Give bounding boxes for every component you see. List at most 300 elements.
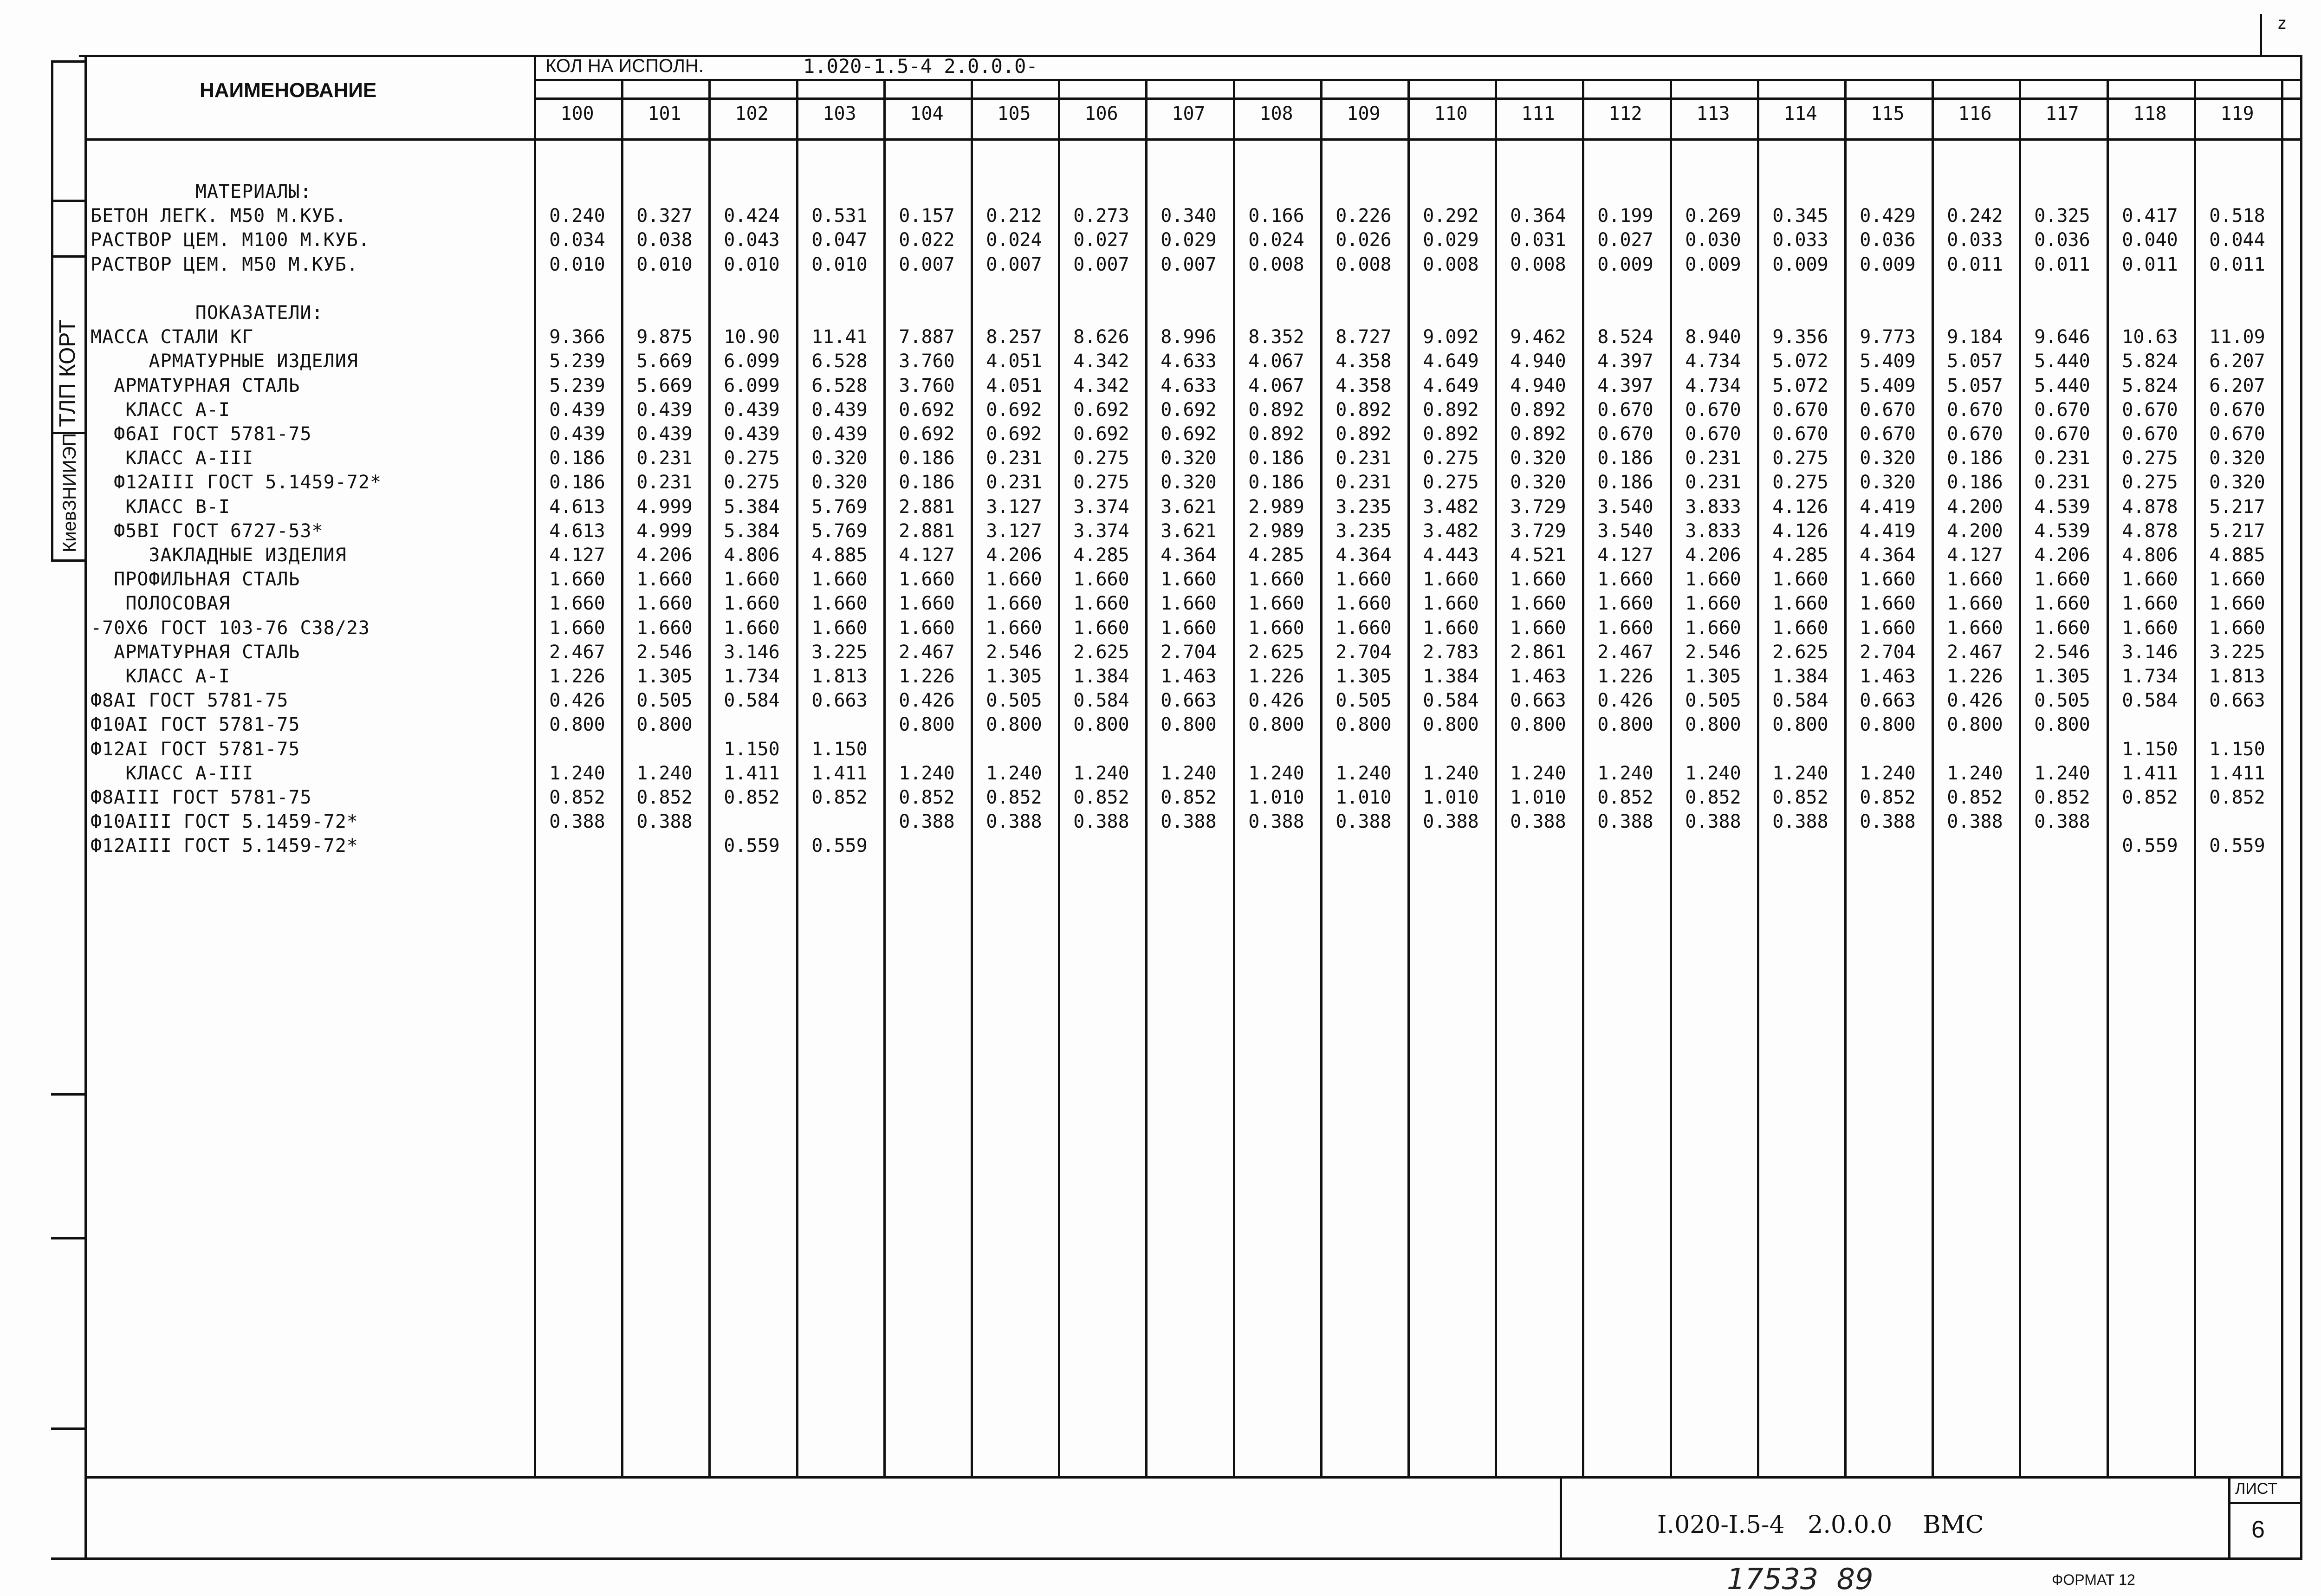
table-cell: 0.505: [2034, 690, 2090, 711]
table-cell: 0.892: [1510, 423, 1566, 445]
row-name: КЛАСС А-III: [91, 448, 254, 469]
table-cell: 1.463: [1160, 666, 1217, 687]
table-cell: 4.127: [1947, 545, 2003, 566]
table-bottom-line: [84, 1476, 2302, 1479]
table-cell: 0.010: [636, 254, 693, 275]
table-cell: 2.704: [1860, 642, 1916, 663]
table-cell: 0.670: [2122, 399, 2178, 421]
table-cell: 0.852: [1947, 787, 2003, 808]
table-cell: 0.040: [2122, 229, 2178, 251]
table-cell: 1.384: [1772, 666, 1828, 687]
table-cell: 0.034: [549, 229, 605, 251]
table-cell: 0.559: [2209, 835, 2265, 856]
table-cell: 1.660: [1073, 617, 1129, 639]
table-cell: 0.670: [1860, 399, 1916, 421]
table-cell: 0.388: [2034, 811, 2090, 832]
table-cell: 4.940: [1510, 375, 1566, 396]
row-name: АРМАТУРНАЯ СТАЛЬ: [91, 642, 300, 663]
table-cell: 1.660: [724, 569, 780, 590]
table-cell: 4.342: [1073, 375, 1129, 396]
table-cell: 1.660: [1597, 617, 1653, 639]
table-cell: 1.240: [1336, 763, 1392, 784]
table-cell: 0.320: [811, 448, 868, 469]
table-cell: 0.670: [1947, 399, 2003, 421]
row-name: ПОКАЗАТЕЛИ:: [91, 302, 324, 324]
row-name: -70Х6 ГОСТ 103-76 С38/23: [91, 617, 370, 639]
table-cell: 0.231: [986, 472, 1042, 493]
table-cell: 1.305: [2034, 666, 2090, 687]
table-cell: 1.240: [899, 763, 955, 784]
table-cell: 0.320: [1510, 448, 1566, 469]
table-cell: 0.364: [1510, 205, 1566, 227]
table-cell: 0.231: [1336, 448, 1392, 469]
table-cell: 0.670: [1597, 399, 1653, 421]
table-cell: 0.663: [811, 690, 868, 711]
table-cell: 4.358: [1336, 350, 1392, 372]
table-cell: 0.852: [899, 787, 955, 808]
table-cell: 4.200: [1947, 496, 2003, 518]
table-cell: 4.067: [1248, 350, 1304, 372]
table-cell: 4.419: [1860, 520, 1916, 542]
table-cell: 1.660: [2034, 617, 2090, 639]
column-number: 118: [2133, 103, 2167, 124]
sheet-number: 6: [2251, 1516, 2265, 1543]
table-cell: 0.852: [1597, 787, 1653, 808]
table-cell: 0.388: [1160, 811, 1217, 832]
table-cell: 0.584: [1423, 690, 1479, 711]
table-cell: 0.426: [1947, 690, 2003, 711]
table-cell: 0.692: [1073, 399, 1129, 421]
table-cell: 2.546: [1685, 642, 1741, 663]
row-name: Ф12АIII ГОСТ 5.1459-72*: [91, 835, 358, 856]
table-cell: 6.207: [2209, 375, 2265, 396]
table-cell: 0.852: [1860, 787, 1916, 808]
name-column-title: НАИМЕНОВАНИЕ: [200, 79, 377, 102]
table-cell: 0.231: [1685, 448, 1741, 469]
side-stamp: [51, 60, 84, 562]
table-cell: 4.734: [1685, 350, 1741, 372]
table-cell: 1.463: [1510, 666, 1566, 687]
table-cell: 2.467: [899, 642, 955, 663]
table-cell: 1.305: [986, 666, 1042, 687]
row-name: КЛАСС А-I: [91, 399, 230, 421]
table-cell: 1.660: [1947, 593, 2003, 614]
table-cell: 1.411: [724, 763, 780, 784]
row-name: Ф5ВI ГОСТ 6727-53*: [91, 520, 324, 542]
table-cell: 0.320: [1860, 472, 1916, 493]
table-cell: 3.225: [2209, 642, 2265, 663]
table-cell: 4.364: [1336, 545, 1392, 566]
table-cell: 0.010: [549, 254, 605, 275]
table-cell: 4.633: [1160, 375, 1217, 396]
table-cell: 8.352: [1248, 326, 1304, 348]
table-cell: 5.217: [2209, 520, 2265, 542]
table-cell: 2.467: [549, 642, 605, 663]
table-cell: 4.364: [1160, 545, 1217, 566]
column-number: 109: [1347, 103, 1381, 124]
table-cell: 1.240: [1685, 763, 1741, 784]
table-cell: 0.800: [1860, 714, 1916, 735]
table-cell: 0.670: [1772, 399, 1828, 421]
table-cell: 3.235: [1336, 520, 1392, 542]
table-cell: 0.320: [1160, 472, 1217, 493]
table-cell: 1.660: [1073, 569, 1129, 590]
table-cell: 4.206: [986, 545, 1042, 566]
table-cell: 0.692: [986, 423, 1042, 445]
table-cell: 0.388: [1423, 811, 1479, 832]
table-cell: 0.800: [1510, 714, 1566, 735]
table-cell: 0.852: [2034, 787, 2090, 808]
table-cell: 7.887: [899, 326, 955, 348]
table-cell: 0.007: [986, 254, 1042, 275]
table-cell: 1.240: [636, 763, 693, 784]
column-separator: [2281, 79, 2283, 1476]
table-cell: 1.660: [1336, 569, 1392, 590]
table-cell: 5.440: [2034, 350, 2090, 372]
table-cell: 1.660: [1423, 617, 1479, 639]
table-cell: 1.240: [1423, 763, 1479, 784]
table-cell: 0.852: [1685, 787, 1741, 808]
table-cell: 0.033: [1772, 229, 1828, 251]
column-number: 101: [648, 103, 681, 124]
table-cell: 0.670: [2034, 399, 2090, 421]
table-cell: 0.663: [2209, 690, 2265, 711]
table-cell: 3.729: [1510, 496, 1566, 518]
table-cell: 1.660: [899, 569, 955, 590]
table-cell: 1.384: [1073, 666, 1129, 687]
table-cell: 2.881: [899, 520, 955, 542]
table-cell: 1.660: [899, 593, 955, 614]
table-cell: 1.660: [2034, 593, 2090, 614]
table-cell: 0.186: [1947, 448, 2003, 469]
table-cell: 4.285: [1248, 545, 1304, 566]
column-number: 112: [1608, 103, 1642, 124]
table-cell: 0.692: [986, 399, 1042, 421]
table-cell: 1.463: [1860, 666, 1916, 687]
table-cell: 4.200: [1947, 520, 2003, 542]
table-cell: 0.320: [1160, 448, 1217, 469]
table-cell: 3.833: [1685, 496, 1741, 518]
header-mid-line: [534, 97, 2300, 100]
table-cell: 9.646: [2034, 326, 2090, 348]
table-cell: 4.649: [1423, 375, 1479, 396]
table-cell: 1.226: [549, 666, 605, 687]
row-name: Ф8АI ГОСТ 5781-75: [91, 690, 289, 711]
row-name: КЛАСС А-I: [91, 666, 230, 687]
column-number: 114: [1783, 103, 1817, 124]
table-cell: 0.670: [2034, 423, 2090, 445]
table-cell: 0.242: [1947, 205, 2003, 227]
table-cell: 1.813: [811, 666, 868, 687]
table-cell: 0.186: [549, 448, 605, 469]
table-cell: 0.892: [1248, 399, 1304, 421]
table-cell: 5.769: [811, 496, 868, 518]
table-cell: 9.092: [1423, 326, 1479, 348]
row-name: Ф10АI ГОСТ 5781-75: [91, 714, 300, 735]
table-cell: 8.626: [1073, 326, 1129, 348]
table-cell: 1.660: [1248, 617, 1304, 639]
table-cell: 5.072: [1772, 350, 1828, 372]
table-cell: 0.584: [2122, 690, 2178, 711]
row-name: Ф6АI ГОСТ 5781-75: [91, 423, 312, 445]
table-cell: 0.439: [724, 399, 780, 421]
table-cell: 0.212: [986, 205, 1042, 227]
table-cell: 0.426: [549, 690, 605, 711]
table-cell: 4.206: [2034, 545, 2090, 566]
table-cell: 0.231: [2034, 472, 2090, 493]
table-cell: 9.356: [1772, 326, 1828, 348]
table-cell: 0.892: [1510, 399, 1566, 421]
table-cell: 1.660: [1510, 593, 1566, 614]
table-cell: 1.660: [636, 569, 693, 590]
column-number: 119: [2220, 103, 2254, 124]
table-cell: 1.240: [1597, 763, 1653, 784]
table-cell: 0.024: [986, 229, 1042, 251]
table-cell: 1.660: [549, 593, 605, 614]
table-cell: 0.439: [811, 399, 868, 421]
table-cell: 0.029: [1423, 229, 1479, 251]
table-cell: 9.366: [549, 326, 605, 348]
table-cell: 1.240: [986, 763, 1042, 784]
table-cell: 1.240: [1947, 763, 2003, 784]
table-cell: 0.388: [1947, 811, 2003, 832]
row-name: КЛАСС А-III: [91, 763, 254, 784]
table-cell: 1.150: [2209, 739, 2265, 760]
table-cell: 0.008: [1336, 254, 1392, 275]
title-block-left: [1560, 1476, 1562, 1559]
table-cell: 0.388: [636, 811, 693, 832]
table-cell: 0.670: [1860, 423, 1916, 445]
table-cell: 9.773: [1860, 326, 1916, 348]
table-cell: 0.275: [2122, 448, 2178, 469]
table-cell: 0.029: [1160, 229, 1217, 251]
table-cell: 6.099: [724, 375, 780, 396]
table-cell: 0.559: [2122, 835, 2178, 856]
table-cell: 4.285: [1073, 545, 1129, 566]
table-cell: 3.127: [986, 520, 1042, 542]
table-cell: 1.010: [1423, 787, 1479, 808]
corner-tick: [2260, 14, 2262, 56]
column-number: 111: [1521, 103, 1555, 124]
table-cell: 1.660: [1510, 617, 1566, 639]
table-cell: 1.660: [1423, 569, 1479, 590]
table-cell: 6.528: [811, 350, 868, 372]
table-cell: 0.009: [1597, 254, 1653, 275]
column-number: 115: [1871, 103, 1905, 124]
table-cell: 0.429: [1860, 205, 1916, 227]
table-cell: 0.670: [1685, 423, 1741, 445]
table-cell: 5.072: [1772, 375, 1828, 396]
table-cell: 0.559: [811, 835, 868, 856]
table-cell: 0.186: [1248, 472, 1304, 493]
table-cell: 3.146: [2122, 642, 2178, 663]
frame-left-line: [84, 55, 87, 1559]
table-cell: 11.09: [2209, 326, 2265, 348]
table-cell: 0.022: [899, 229, 955, 251]
frame-right-line: [2300, 55, 2302, 1559]
table-cell: 1.660: [811, 593, 868, 614]
table-cell: 1.240: [549, 763, 605, 784]
table-cell: 4.051: [986, 350, 1042, 372]
table-cell: 1.660: [1160, 593, 1217, 614]
column-number: 107: [1172, 103, 1206, 124]
table-cell: 0.388: [1248, 811, 1304, 832]
table-cell: 0.505: [1336, 690, 1392, 711]
table-cell: 0.186: [899, 472, 955, 493]
table-cell: 0.231: [986, 448, 1042, 469]
table-cell: 4.878: [2122, 520, 2178, 542]
table-cell: 3.482: [1423, 520, 1479, 542]
table-cell: 1.660: [1685, 617, 1741, 639]
table-cell: 0.186: [1597, 448, 1653, 469]
table-cell: 0.800: [1336, 714, 1392, 735]
table-cell: 0.166: [1248, 205, 1304, 227]
table-cell: 1.411: [2122, 763, 2178, 784]
frame-top-line: [79, 55, 2302, 57]
table-cell: 0.670: [1947, 423, 2003, 445]
table-cell: 0.505: [1685, 690, 1741, 711]
table-cell: 1.411: [2209, 763, 2265, 784]
table-cell: 2.546: [986, 642, 1042, 663]
table-cell: 4.206: [636, 545, 693, 566]
table-cell: 0.026: [1336, 229, 1392, 251]
table-cell: 2.881: [899, 496, 955, 518]
table-cell: 10.90: [724, 326, 780, 348]
table-cell: 0.275: [724, 472, 780, 493]
table-cell: 2.704: [1336, 642, 1392, 663]
table-cell: 0.800: [636, 714, 693, 735]
table-cell: 1.660: [549, 617, 605, 639]
table-cell: 0.007: [899, 254, 955, 275]
table-cell: 0.852: [2122, 787, 2178, 808]
table-cell: 1.240: [1248, 763, 1304, 784]
title-block-sheet-line: [2228, 1502, 2302, 1504]
table-cell: 0.009: [1860, 254, 1916, 275]
table-cell: 1.660: [811, 617, 868, 639]
table-cell: 0.275: [1423, 472, 1479, 493]
table-cell: 0.426: [899, 690, 955, 711]
handwritten-number: 17533 89: [1727, 1562, 1874, 1596]
row-name: ПРОФИЛЬНАЯ СТАЛЬ: [91, 569, 300, 590]
table-cell: 0.186: [1947, 472, 2003, 493]
stamp-org: КиевЗНИИЭП: [59, 433, 80, 552]
table-cell: 8.996: [1160, 326, 1217, 348]
table-cell: 1.660: [1160, 569, 1217, 590]
table-cell: 4.358: [1336, 375, 1392, 396]
table-cell: 0.584: [1772, 690, 1828, 711]
table-cell: 0.426: [1597, 690, 1653, 711]
table-cell: 0.231: [636, 448, 693, 469]
margin-tick: [51, 1093, 84, 1096]
table-cell: 1.660: [1510, 569, 1566, 590]
table-cell: 2.546: [636, 642, 693, 663]
table-cell: 0.275: [1772, 448, 1828, 469]
table-cell: 2.625: [1248, 642, 1304, 663]
table-cell: 4.127: [899, 545, 955, 566]
margin-tick: [51, 1237, 84, 1239]
table-cell: 0.044: [2209, 229, 2265, 251]
table-cell: 4.999: [636, 520, 693, 542]
table-cell: 3.374: [1073, 520, 1129, 542]
table-cell: 0.231: [636, 472, 693, 493]
table-cell: 0.670: [2209, 423, 2265, 445]
table-cell: 3.127: [986, 496, 1042, 518]
table-cell: 1.660: [2034, 569, 2090, 590]
table-cell: 2.467: [1597, 642, 1653, 663]
table-cell: 1.660: [1336, 617, 1392, 639]
table-cell: 4.126: [1772, 520, 1828, 542]
table-cell: 8.524: [1597, 326, 1653, 348]
column-number: 108: [1259, 103, 1293, 124]
row-name: Ф8АIII ГОСТ 5781-75: [91, 787, 312, 808]
table-cell: 1.660: [2209, 593, 2265, 614]
table-cell: 1.660: [1772, 569, 1828, 590]
table-cell: 4.999: [636, 496, 693, 518]
table-cell: 1.660: [724, 593, 780, 614]
table-cell: 1.660: [2122, 569, 2178, 590]
table-cell: 1.240: [2034, 763, 2090, 784]
table-cell: 0.505: [636, 690, 693, 711]
table-cell: 1.660: [2122, 617, 2178, 639]
table-cell: 0.852: [724, 787, 780, 808]
table-cell: 0.670: [1685, 399, 1741, 421]
table-cell: 0.852: [986, 787, 1042, 808]
table-cell: 0.008: [1423, 254, 1479, 275]
table-cell: 1.226: [1947, 666, 2003, 687]
table-cell: 4.539: [2034, 520, 2090, 542]
row-name: РАСТВОР ЦЕМ. М50 М.КУБ.: [91, 254, 358, 275]
table-cell: 0.009: [1772, 254, 1828, 275]
table-cell: 1.734: [2122, 666, 2178, 687]
table-cell: 0.275: [1423, 448, 1479, 469]
table-cell: 0.800: [2034, 714, 2090, 735]
table-cell: 4.649: [1423, 350, 1479, 372]
table-cell: 0.417: [2122, 205, 2178, 227]
table-cell: 4.940: [1510, 350, 1566, 372]
table-cell: 3.760: [899, 350, 955, 372]
table-cell: 4.443: [1423, 545, 1479, 566]
column-number: 110: [1434, 103, 1468, 124]
group-label: КОЛ НА ИСПОЛН.: [545, 56, 704, 76]
table-cell: 1.660: [1248, 569, 1304, 590]
table-cell: 1.240: [1860, 763, 1916, 784]
table-cell: 5.440: [2034, 375, 2090, 396]
table-cell: 0.692: [899, 399, 955, 421]
table-cell: 0.269: [1685, 205, 1741, 227]
table-cell: 0.275: [1772, 472, 1828, 493]
table-cell: 1.660: [1336, 593, 1392, 614]
table-cell: 8.727: [1336, 326, 1392, 348]
table-cell: 4.126: [1772, 496, 1828, 518]
table-cell: 2.467: [1947, 642, 2003, 663]
table-cell: 4.633: [1160, 350, 1217, 372]
margin-tick: [51, 1427, 84, 1430]
table-cell: 5.824: [2122, 350, 2178, 372]
table-cell: 5.409: [1860, 375, 1916, 396]
table-cell: 0.800: [1160, 714, 1217, 735]
table-cell: 0.692: [899, 423, 955, 445]
table-cell: 4.397: [1597, 375, 1653, 396]
table-cell: 0.670: [2122, 423, 2178, 445]
table-cell: 1.660: [811, 569, 868, 590]
table-cell: 1.660: [1248, 593, 1304, 614]
table-cell: 0.692: [1160, 423, 1217, 445]
table-cell: 0.320: [2209, 448, 2265, 469]
table-cell: 5.384: [724, 520, 780, 542]
row-name: Ф10АIII ГОСТ 5.1459-72*: [91, 811, 358, 832]
table-cell: 0.388: [1336, 811, 1392, 832]
table-cell: 1.305: [1336, 666, 1392, 687]
